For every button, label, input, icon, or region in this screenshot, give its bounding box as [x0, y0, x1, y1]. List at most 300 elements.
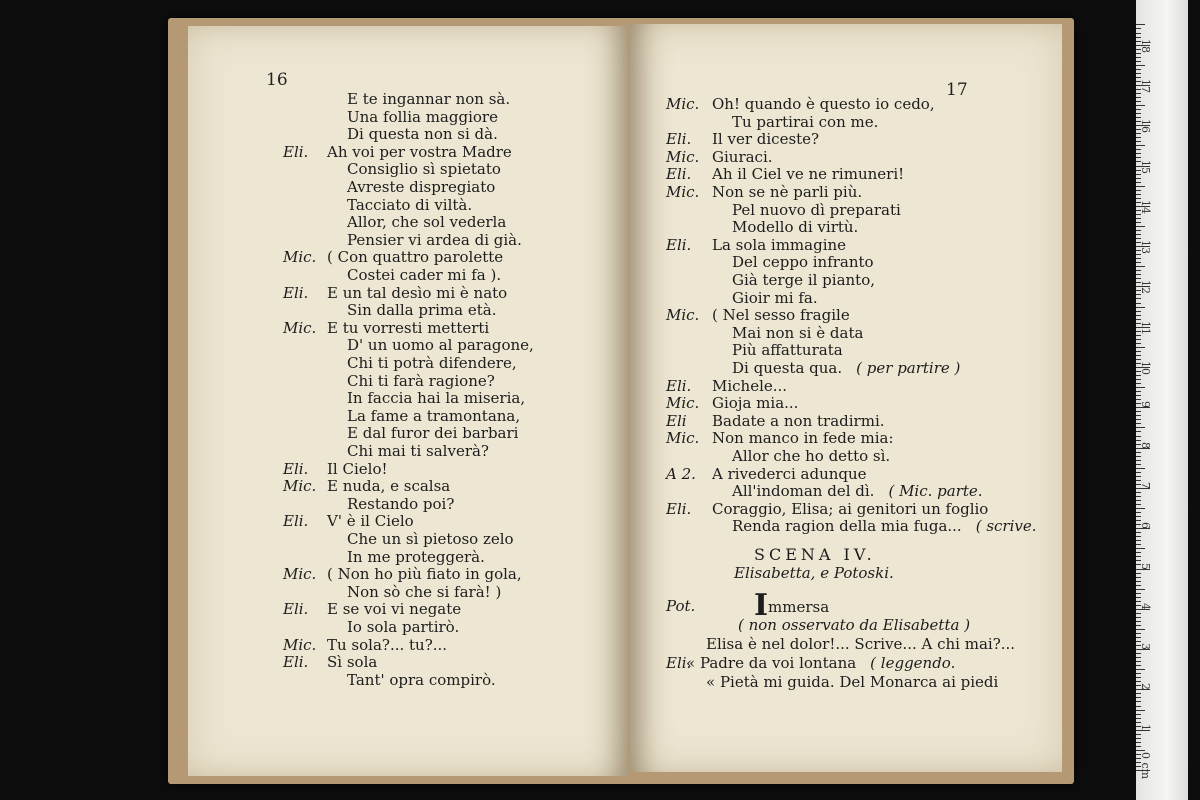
ruler-tick [1136, 266, 1145, 267]
speaker-name: Eli. [283, 653, 309, 672]
ruler-tick [1136, 387, 1145, 388]
verse-line [283, 583, 613, 601]
verse-line [666, 201, 1006, 219]
verse-words: Restando poi? [347, 494, 455, 513]
verse-text [712, 183, 862, 201]
verse-words: E un tal desìo mi è nato [327, 283, 508, 302]
verse-text [712, 95, 935, 113]
ruler-tick [1136, 661, 1141, 662]
ruler-tick [1136, 57, 1141, 58]
ruler-tick [1136, 500, 1141, 501]
verse-line [283, 196, 613, 214]
speaker-name: Eli. [283, 142, 309, 161]
ruler-tick [1136, 738, 1141, 739]
ruler-tick [1136, 742, 1141, 743]
ruler-tick [1136, 303, 1141, 304]
ruler-tick [1136, 544, 1141, 545]
ruler-number-label: 2 [1139, 683, 1152, 691]
ruler-tick [1136, 480, 1141, 481]
verse-text [347, 442, 489, 460]
speaker-name: Eli. [283, 283, 309, 302]
verse-words: E tu vorresti metterti [327, 318, 490, 337]
verse-words: ( Nel sesso fragile [712, 306, 850, 325]
verse-text [327, 460, 388, 478]
ruler-tick [1136, 693, 1141, 694]
ruler-number-label: 5 [1139, 562, 1152, 570]
verse-text [732, 447, 890, 465]
verse-line [283, 336, 613, 354]
verse-text [347, 213, 506, 231]
stage-direction: ( non osservato da Elisabetta ) [738, 616, 971, 634]
verse-line [283, 636, 613, 654]
verse-text [712, 130, 819, 148]
verse-text [347, 336, 534, 354]
verse-text [738, 616, 970, 634]
verse-text [732, 253, 874, 271]
verse-line [283, 301, 613, 319]
ruler-tick [1136, 427, 1145, 428]
ruler-tick [1136, 145, 1145, 146]
verse-words: Di questa qua. [732, 359, 843, 377]
verse-text [732, 517, 1037, 535]
right-page-number: 17 [946, 80, 968, 100]
drop-initial: I [754, 588, 769, 623]
verse-line [666, 377, 1006, 395]
verse-text [327, 600, 461, 618]
ruler-tick [1136, 69, 1141, 70]
ruler-tick [1136, 532, 1141, 533]
ruler-tick [1136, 460, 1141, 461]
ruler-tick [1136, 637, 1141, 638]
verse-words: Ah voi per vostra Madre [327, 142, 512, 161]
ruler-tick [1136, 343, 1141, 344]
verse-line [666, 465, 1006, 483]
verse-words: Allor, che sol vederla [347, 213, 507, 232]
ruler-tick [1136, 315, 1141, 316]
verse-line [666, 447, 1006, 465]
verse-text [327, 143, 512, 161]
verse-words: Già terge il pianto, [732, 271, 876, 289]
verse-line [666, 130, 1006, 148]
verse-line [283, 477, 613, 495]
ruler-tick [1136, 294, 1141, 295]
verse-text [732, 218, 858, 236]
ruler-tick [1136, 581, 1141, 582]
verse-words: All'indoman del dì. [732, 482, 875, 501]
speaker-name: Mic. [666, 147, 700, 166]
ruler-tick [1136, 37, 1141, 38]
verse-text [712, 377, 787, 395]
ruler-tick [1136, 383, 1141, 384]
ruler-number-label: 8 [1139, 441, 1152, 449]
ruler-tick [1136, 621, 1141, 622]
ruler-unit-label: 0 cm [1139, 752, 1152, 780]
verse-words: Più affatturata [732, 341, 843, 360]
verse-line [666, 165, 1006, 183]
ruler-tick [1136, 593, 1141, 594]
ruler-tick [1136, 109, 1141, 110]
ruler-tick [1136, 536, 1141, 537]
verse-text [327, 512, 414, 530]
ruler-tick [1136, 93, 1141, 94]
ruler-tick [1136, 746, 1141, 747]
stage-direction: ( Mic. parte. [888, 482, 983, 501]
ruler-tick [1136, 339, 1141, 340]
verse-words: Ah il Ciel ve ne rimuneri! [712, 165, 905, 184]
ruler-tick [1136, 182, 1141, 183]
verse-text [347, 618, 459, 636]
speaker-name: Eli [666, 411, 687, 430]
ruler-tick [1136, 311, 1141, 312]
verse-line [283, 143, 613, 161]
ruler-tick [1136, 234, 1141, 235]
ruler-tick [1136, 24, 1145, 25]
ruler-tick [1136, 613, 1141, 614]
ruler-tick [1136, 178, 1141, 179]
speaker-name: Mic. [666, 306, 700, 325]
speaker-name: A 2. [666, 464, 696, 483]
ruler-tick [1136, 468, 1145, 469]
verse-text [347, 671, 496, 689]
stage-direction: ( scrive. [975, 517, 1037, 536]
ruler-tick [1136, 597, 1141, 598]
verse-line [283, 389, 613, 407]
verse-words: Modello di virtù. [732, 218, 859, 237]
verse-line [666, 289, 1006, 307]
verse-line [666, 482, 1006, 500]
ruler-tick [1136, 238, 1141, 239]
verse-words: E nuda, e scalsa [327, 477, 451, 496]
ruler-tick [1136, 641, 1141, 642]
ruler-tick [1136, 351, 1141, 352]
verse-text [347, 407, 520, 425]
verse-text [347, 372, 495, 390]
verse-line [283, 354, 613, 372]
verse-text [732, 324, 863, 342]
verse-words: E te ingannar non sà. [347, 90, 511, 108]
verse-words: E se voi vi negate [327, 600, 462, 619]
ruler-tick [1136, 617, 1141, 618]
verse-text [347, 583, 501, 601]
verse-words: Tant' opra compirò. [347, 670, 496, 689]
ruler-number-label: 16 [1139, 119, 1152, 134]
verse-text [327, 284, 507, 302]
ruler-tick [1136, 464, 1141, 465]
verse-text [712, 500, 988, 518]
verse-text [712, 148, 773, 166]
ruler-tick [1136, 113, 1141, 114]
ruler-tick [1136, 214, 1141, 215]
verse-text [712, 412, 885, 430]
ruler-tick [1136, 117, 1141, 118]
verse-line [283, 618, 613, 636]
stage-direction: ( per partire ) [856, 359, 961, 377]
ruler-tick [1136, 431, 1141, 432]
measuring-ruler [1136, 0, 1188, 800]
verse-line [283, 512, 613, 530]
ruler-tick [1136, 379, 1141, 380]
verse-line [666, 654, 1006, 672]
verse-line [283, 565, 613, 583]
verse-text [327, 565, 522, 583]
speaker-name: Mic. [666, 183, 700, 201]
ruler-tick [1136, 141, 1141, 142]
verse-text [347, 424, 518, 442]
verse-words: ( Con quattro parolette [327, 248, 504, 267]
verse-text [327, 248, 503, 266]
ruler-tick [1136, 548, 1145, 549]
verse-line [283, 266, 613, 284]
verse-line [666, 673, 1006, 691]
ruler-tick [1136, 270, 1141, 271]
ruler-tick [1136, 411, 1141, 412]
verse-line [666, 588, 1006, 623]
verse-line [666, 253, 1006, 271]
verse-words: Il ver diceste? [712, 130, 820, 149]
ruler-tick [1136, 262, 1141, 263]
ruler-tick [1136, 573, 1141, 574]
verse-text [706, 673, 998, 691]
ruler-tick [1136, 560, 1141, 561]
verse-text [347, 548, 485, 566]
verse-words: ( Non ho più fiato in gola, [327, 565, 522, 584]
speaker-name: Eli. [666, 165, 692, 184]
verse-words: Del ceppo infranto [732, 253, 874, 272]
ruler-tick [1136, 750, 1145, 751]
verse-words: Pel nuovo dì preparati [732, 200, 901, 219]
verse-text [347, 495, 454, 513]
verse-words: Il Cielo! [327, 459, 388, 478]
ruler-tick [1136, 359, 1141, 360]
verse-line [666, 341, 1006, 359]
ruler-tick [1136, 153, 1141, 154]
ruler-tick [1136, 669, 1145, 670]
speaker-name: Eli. [283, 600, 309, 619]
speaker-name: Eli. [666, 235, 692, 254]
verse-line [283, 213, 613, 231]
ruler-number-label: 13 [1139, 240, 1152, 255]
verse-words: Chi ti potrà difendere, [347, 354, 517, 372]
verse-words: Una follia maggiore [347, 107, 498, 126]
verse-line [666, 412, 1006, 430]
verse-text [347, 389, 525, 407]
verse-text [327, 477, 450, 495]
verse-text [732, 201, 901, 219]
ruler-tick [1136, 298, 1141, 299]
speaker-name: Mic. [283, 318, 317, 337]
verse-words: « Padre da voi lontana [686, 654, 857, 672]
verse-line [283, 284, 613, 302]
verse-words: Pensier vi ardea di già. [347, 230, 522, 249]
verse-line [283, 424, 613, 442]
ruler-number-label: 3 [1139, 643, 1152, 651]
speaker-name: Eli. [283, 512, 309, 531]
ruler-tick [1136, 222, 1141, 223]
ruler-number-label: 18 [1139, 38, 1152, 53]
verse-text [732, 289, 818, 307]
verse-text [347, 301, 496, 319]
verse-line [283, 125, 613, 143]
verse-line [666, 635, 1016, 653]
ruler-number-label: 15 [1139, 159, 1152, 174]
ruler-tick [1136, 629, 1145, 630]
verse-words: Di questa non si dà. [347, 125, 498, 144]
speaker-name: Eli. [666, 654, 692, 672]
verse-text [732, 341, 843, 359]
verse-line [283, 160, 613, 178]
verse-line [666, 148, 1006, 166]
verse-words: Oh! quando è questo io cedo, [712, 95, 935, 113]
verse-text [327, 319, 489, 337]
ruler-tick [1136, 512, 1141, 513]
speaker-name: Mic. [666, 429, 700, 448]
ruler-tick [1136, 734, 1141, 735]
ruler-tick [1136, 230, 1141, 231]
verse-text [327, 636, 447, 654]
verse-text [712, 465, 867, 483]
verse-line [283, 495, 613, 513]
ruler-number-label: 4 [1139, 602, 1152, 610]
verse-line [283, 548, 613, 566]
ruler-tick [1136, 133, 1141, 134]
ruler-tick [1136, 254, 1141, 255]
speaker-name: Eli. [666, 130, 692, 149]
verse-words: Sì sola [327, 653, 378, 672]
verse-words: Giuraci. [712, 147, 773, 166]
ruler-tick [1136, 452, 1141, 453]
speaker-name: Mic. [283, 635, 317, 654]
verse-words: D' un uomo al paragone, [347, 336, 534, 355]
ruler-tick [1136, 552, 1141, 553]
verse-words: Sin dalla prima età. [347, 301, 497, 320]
verse-text [732, 359, 960, 377]
verse-words: In me proteggerà. [347, 547, 485, 566]
ruler-number-label: 9 [1139, 401, 1152, 409]
ruler-tick [1136, 101, 1141, 102]
speaker-name: Pot. [666, 597, 696, 615]
verse-text [347, 196, 472, 214]
verse-words: Elisa è nel dolor!... Scrive... A chi mai?... [706, 635, 1016, 653]
ruler-tick [1136, 492, 1141, 493]
ruler-tick [1136, 706, 1141, 707]
ruler-tick [1136, 504, 1141, 505]
verse-words: E dal furor dei barbari [347, 424, 519, 443]
ruler-tick [1136, 190, 1141, 191]
verse-line [283, 319, 613, 337]
verse-words: V' è il Cielo [327, 512, 414, 531]
ruler-tick [1136, 105, 1145, 106]
ruler-tick [1136, 355, 1141, 356]
verse-text [686, 654, 955, 672]
ruler-tick [1136, 307, 1145, 308]
ruler-tick [1136, 73, 1141, 74]
verse-line [666, 271, 1006, 289]
ruler-tick [1136, 585, 1141, 586]
verse-words: Consiglio sì spietato [347, 160, 501, 179]
verse-text [712, 165, 904, 183]
ruler-tick [1136, 540, 1141, 541]
ruler-tick [1136, 436, 1141, 437]
ruler-tick [1136, 137, 1141, 138]
verse-line [666, 429, 1006, 447]
verse-line [283, 248, 613, 266]
verse-text [732, 271, 875, 289]
verse-line [666, 306, 1006, 324]
left-page-number: 16 [266, 70, 288, 90]
verse-words: Chi ti farà ragione? [347, 371, 495, 390]
ruler-tick [1136, 186, 1145, 187]
verse-text [347, 125, 498, 143]
ruler-tick [1136, 697, 1141, 698]
ruler-tick [1136, 472, 1141, 473]
verse-text [347, 108, 498, 126]
ruler-tick [1136, 97, 1141, 98]
ruler-tick [1136, 274, 1141, 275]
ruler-tick [1136, 419, 1141, 420]
ruler-tick [1136, 625, 1141, 626]
ruler-tick [1136, 589, 1145, 590]
verse-text [347, 231, 522, 249]
verse-text [327, 653, 377, 671]
verse-text [712, 429, 894, 447]
ruler-tick [1136, 347, 1145, 348]
speaker-name: Mic. [666, 95, 700, 113]
verse-text [754, 588, 830, 623]
verse-words: Badate a non tradirmi. [712, 411, 885, 430]
ruler-tick [1136, 665, 1141, 666]
ruler-tick [1136, 677, 1141, 678]
verse-line [283, 372, 613, 390]
verse-words: Allor che ho detto sì. [732, 447, 891, 465]
verse-line [283, 653, 613, 671]
ruler-number-label: 14 [1139, 199, 1152, 214]
verse-words: Tu sola?... tu?... [327, 635, 448, 654]
ruler-tick [1136, 516, 1141, 517]
verse-text [732, 482, 983, 500]
ruler-tick [1136, 710, 1145, 711]
ruler-tick [1136, 714, 1141, 715]
ruler-tick [1136, 722, 1141, 723]
verse-line [283, 460, 613, 478]
ruler-tick [1136, 61, 1141, 62]
verse-line [666, 359, 1006, 377]
ruler-number-label: 10 [1139, 361, 1152, 375]
ruler-tick [1136, 657, 1141, 658]
verse-words: Tu partirai con me. [732, 112, 879, 131]
verse-words: « Pietà mi guida. Del Monarca ai piedi [706, 673, 999, 691]
verse-words: Tacciato di viltà. [347, 195, 473, 214]
ruler-tick [1136, 476, 1141, 477]
verse-line [666, 324, 1006, 342]
verse-line [283, 407, 613, 425]
verse-text [712, 394, 798, 412]
ruler-tick [1136, 258, 1141, 259]
ruler-tick [1136, 456, 1141, 457]
verse-line [283, 108, 613, 126]
ruler-tick [1136, 673, 1141, 674]
verse-words: Non sò che si farà! ) [347, 582, 502, 601]
speaker-name: Mic. [283, 565, 317, 584]
verse-line [283, 442, 613, 460]
verse-text [732, 113, 878, 131]
verse-line [283, 231, 613, 249]
ruler-tick [1136, 440, 1141, 441]
verse-words: La fame a tramontana, [347, 406, 521, 425]
verse-words: Gioir mi fa. [732, 288, 818, 307]
verse-line [666, 500, 1006, 518]
verse-line [666, 616, 1006, 634]
verse-line [666, 236, 1006, 254]
